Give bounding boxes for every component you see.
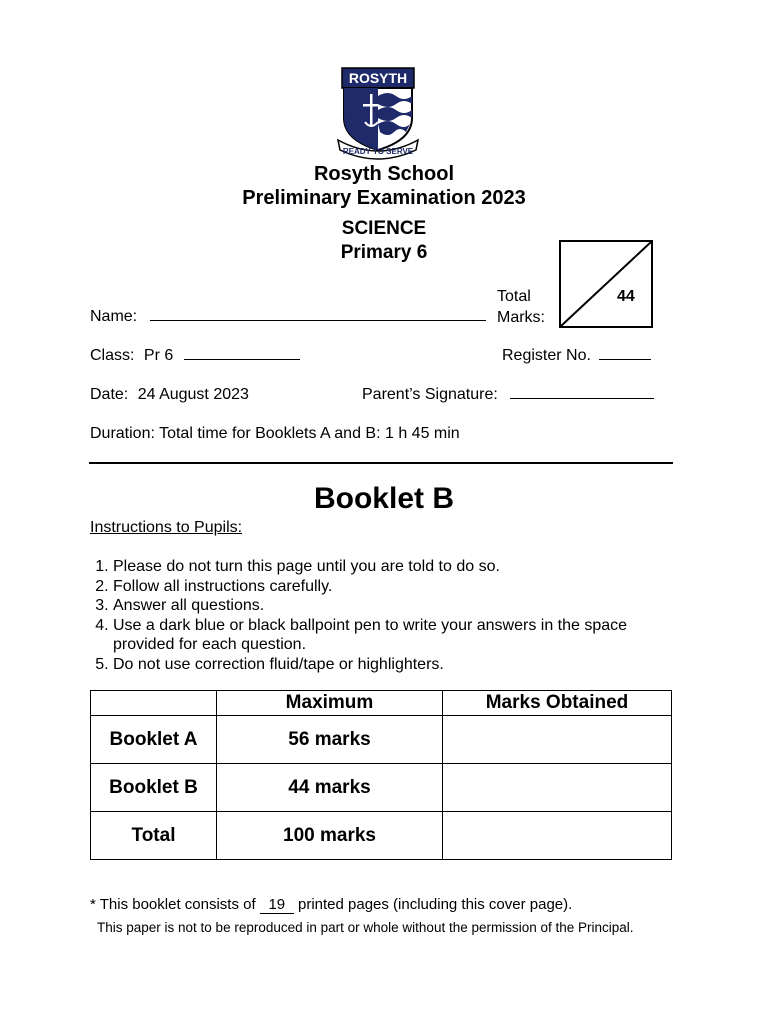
table-header-cell <box>91 691 217 716</box>
duration-text: Duration: Total time for Booklets A and B: 1 h 45 min <box>90 425 460 442</box>
school-name: Rosyth School <box>313 163 454 185</box>
table-header-row <box>91 691 672 716</box>
register-label: Register No. <box>502 347 591 364</box>
instruction-item: 1. Please do not turn this page until you are told to do so. <box>113 557 673 577</box>
signature-label: Parent’s Signature: <box>362 386 498 403</box>
page-count-prefix: * This booklet consists of <box>90 896 256 913</box>
level-title: Primary 6 <box>340 242 428 263</box>
name-field[interactable] <box>150 320 486 321</box>
register-row <box>502 347 651 365</box>
table-row-label: Booklet A <box>91 716 217 764</box>
date-label: Date: <box>90 386 129 403</box>
class-field[interactable] <box>184 359 300 360</box>
subject-title: SCIENCE <box>341 218 427 239</box>
instruction-item: 2. Follow all instructions carefully. <box>113 577 673 597</box>
table-obtained-cell[interactable] <box>443 716 672 764</box>
date-row <box>90 386 249 404</box>
table-header-cell: Marks Obtained <box>443 691 672 716</box>
total-marks-label-2: Marks: <box>497 309 545 326</box>
signature-field[interactable] <box>510 398 654 399</box>
name-label: Name: <box>90 308 138 325</box>
page-count-note <box>90 896 572 914</box>
total-marks-label-1: Total <box>497 288 531 305</box>
instructions-list <box>90 557 673 674</box>
booklet-title: Booklet B <box>313 482 454 515</box>
table-row-label: Booklet B <box>91 764 217 812</box>
instruction-item: 5. Do not use correction fluid/tape or highlighters. <box>113 655 673 675</box>
class-value: Pr 6 <box>143 347 174 364</box>
crest-title-text: ROSYTH <box>348 70 408 86</box>
divider <box>89 462 673 464</box>
table-row-label: Total <box>91 812 217 860</box>
name-row <box>90 308 486 326</box>
table-obtained-cell[interactable] <box>443 764 672 812</box>
table-max-cell: 56 marks <box>217 716 443 764</box>
total-marks-value: 44 <box>617 288 635 305</box>
crest-motto-text: READY TO SERVE <box>342 147 414 156</box>
exam-title: Preliminary Examination 2023 <box>242 187 526 209</box>
copyright-notice: This paper is not to be reproduced in part or whole without the permission of the Principal. <box>97 920 634 935</box>
table-row <box>91 716 672 764</box>
instruction-item: 4. Use a dark blue or black ballpoint pen to write your answers in the space provided for each question. <box>113 616 673 655</box>
table-row <box>91 764 672 812</box>
table-obtained-cell[interactable] <box>443 812 672 860</box>
instruction-item: 3. Answer all questions. <box>113 596 673 616</box>
class-label: Class: <box>90 347 135 364</box>
signature-row <box>362 386 654 404</box>
table-row <box>91 812 672 860</box>
total-marks-box <box>559 240 653 328</box>
crest-icon <box>336 66 420 160</box>
table-header-cell: Maximum <box>217 691 443 716</box>
school-crest-logo <box>336 66 420 160</box>
class-row <box>90 347 300 365</box>
register-field[interactable] <box>599 359 651 360</box>
page-count-value: 19 <box>260 896 294 914</box>
date-value: 24 August 2023 <box>137 386 249 403</box>
marks-table <box>90 690 672 860</box>
page-count-suffix: printed pages (including this cover page). <box>297 896 573 913</box>
table-max-cell: 100 marks <box>217 812 443 860</box>
instructions-heading: Instructions to Pupils: <box>90 519 243 536</box>
diagonal-line-icon <box>561 242 651 326</box>
table-max-cell: 44 marks <box>217 764 443 812</box>
